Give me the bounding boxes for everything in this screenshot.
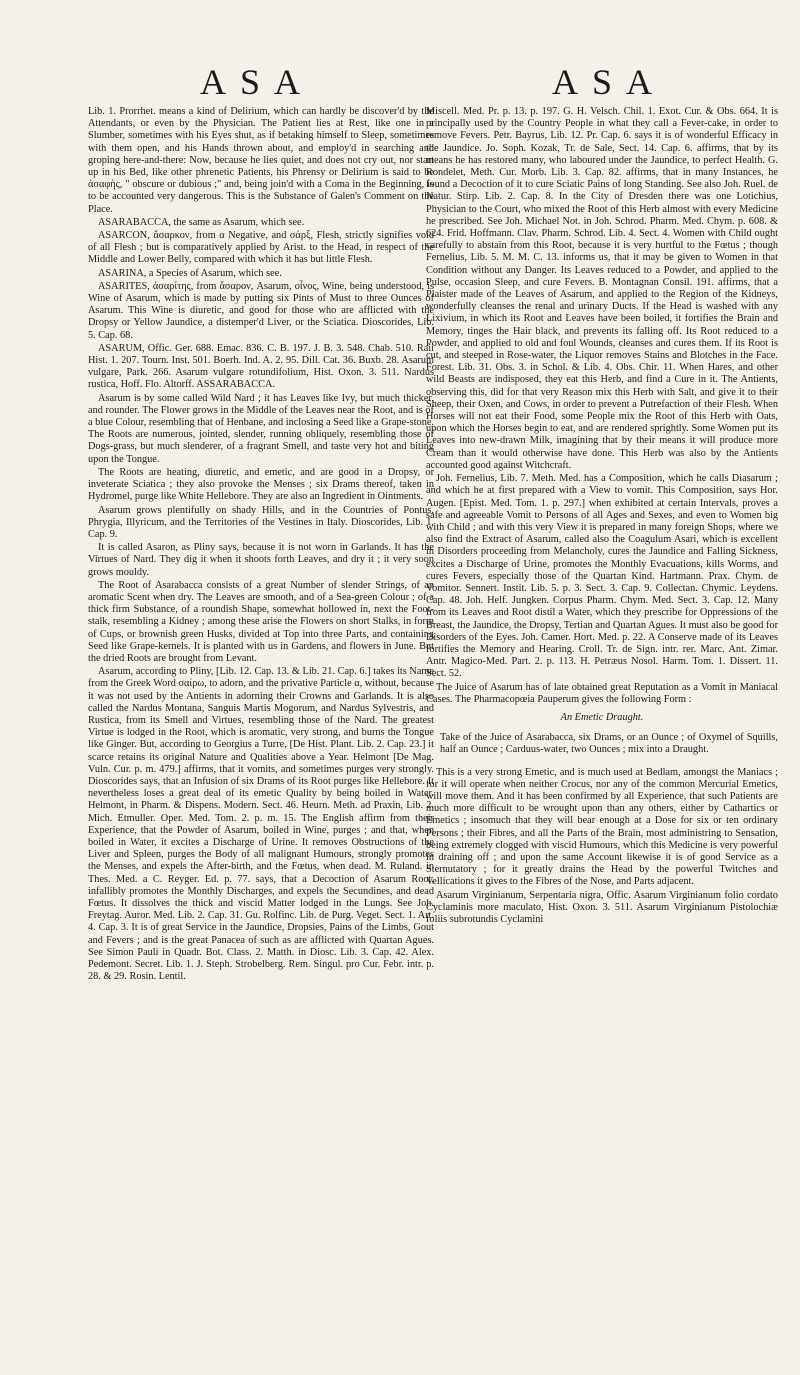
paragraph: Miscell. Med. Pr. p. 13. p. 197. G. H. Velsch. Chil. 1. Exot. Cur. & Obs. 664. It is principally used by the Country People in what they call a Fever-cake, in order to remove Fevers. Petr. Bayrus, Lib. 12. Pr. Cap. 6. says it is of wonderful Efficacy in the Jaundice. Jo. Soph. Kozak, Tr. de Sale, Sect. 14. Cap. 6. affirms, that by its means he has restored many, who laboured under the Jaundice, to perfect Health. G. Rondelet, Meth. Cur. Morb. Lib. 3. Cap. 82. affirms, that in many Instances, he found a Decoction of it to cure Sciatic Pains of long Standing. See also Joh. Ruel. de Natur. Stirp. Lib. 2. Cap. 8. In the City of Dresden there was one Lotichius, Physician to the Court, who mixed the Root of this Herb almost with every Medicine he prescribed. See Joh. Michael Not. in Joh. Schrod. Pharm. Med. Chym. p. 608. & 624. Frid. Hoffmann. Clav. Pharm. Schrod. Lib. 4. Sect. 4. Women with Child ought carefully to abstain from this Root, because it is very hurtful to the Fœtus ; though Fernelius, Lib. 5. M. M. C. 13. informs us, that it may be given to Women in that Condition without any Danger. Its Leaves reduced to a Powder, and applied to the Pulse, occasion Sleep, and cure Fevers. B. Montagnan Consil. 191. affirms, that a Plaister made of the Leaves of Asarum, and applied to the Region of the Kidneys, wonderfully cleanses the renal and urinary Ducts. If the Head is washed with any Lixivium, in which its Root and Leaves have been boiled, it fortifies the Brain and Memory, tinges the Hair black, and prevents its falling off. Its Root reduced to a Powder, and applied to old and foul Wounds, cleanses and cures them. If its Root is cut, and steeped in Rose-water, the Liquor removes Stains and Blotches in the Face. Forest. Lib. 31. Obs. 3. in Schol. & Lib. 4. Obs. Chir. 11. When Hares, and other wild Beasts are indisposed, they eat this Herb, and find a Cure in it. The Antients, observing this, did for that very Reason mix this Herb with Salt, and give it to their Sheep, their Oxen, and Cows, in order to prevent a Putrefaction of their Flesh. When Horses will not eat their Food, some People mix the Root of this Herb with Oats, upon which the Horses begin to eat, and are rendered sprightly. Some Women put its Leaves into new-drawn Milk, imagining that by their means it will produce more Cream than it would otherwise have done. This Herb was also by the Antients accounted good against Witchcraft.	[426, 106, 778, 471]
paragraph: Asarum Virginianum, Serpentaria nigra, Offic. Asarum Virginianum folio cordato Cyclaminis more maculato, Hist. Oxon. 3. 511. Asarum Virginianum Pistolochiæ foliis subrotundis Cyclamini	[426, 889, 778, 925]
left-column	[88, 106, 434, 984]
paragraph: The Root of Asarabacca consists of a great Number of slender Strings, of an aromatic Scent when dry. The Leaves are smooth, and of a Sea-green Colour ; of a thick firm Substance, of a roundish Shape, somewhat hollowed in, next the Foot-stalk, resembling a Kidney ; among these arise the Flowers on short Stalks, in form of Cups, or brownish green Husks, divided at Top into three Parts, and containing Seed like Grape-kernels. It is planted with us in Gardens, and flowers in June. But the dried Roots are brought from Levant.	[88, 579, 434, 664]
paragraph: Lib. 1. Prorrhet. means a kind of Delirium, which can hardly be discover'd by the Attendants, or even by the Physician. The Patient lies at Rest, like one in a Slumber, sometimes with his Eyes shut, as if betaking himself to Sleep, sometimes with them open, and his Hands thrown about, and employ'd in searching and groping here-and-there: Now, because he lies quiet, and does not cry out, nor start up in his Bed, like other phrenetic Patients, his Phrensy or Delirium is said to be ἀσαφὴς, " obscure or dubious ;" and, being join'd with a Coma in the Beginning, is to be accounted very dangerous. This is the Substance of Galen's Comment on the Place.	[88, 106, 434, 215]
right-column	[426, 106, 778, 927]
entry-asarina: ASARINA, a Species of Asarum, which see.	[98, 267, 282, 279]
paragraph: Asarum grows plentifully on shady Hills, and in the Countries of Pontus, Phrygia, Illyricum, and the Territories of the Vestines in Italy. Dioscorides, Lib. 1. Cap. 9.	[88, 504, 434, 540]
paragraph: Asarum, according to Pliny, [Lib. 12. Cap. 13. & Lib. 21. Cap. 6.] takes its Name from the Greek Word σαίρω, to adorn, and the privative Particle α, without, because it was not used by the Antients in adorning their Crowns and Garlands. It is also called the Nardus Montana, Sanguis Martis Mogorum, and Nardus Sylvestris, and Rustica, from its Smell and Virtues, resembling those of the Nard. The greatest Virtue is lodged in the Root, which is aromatic, very strong, and burns the Tongue like Ginger. But, according to Georgius a Turre, [De Hist. Plant. Lib. 2. Cap. 23.] it scarce retains its original Nature and Qualities above a Year. Helmont [De Mag. Vuln. Cur. p. m. 479.] affirms, that it vomits, and sometimes purges very strongly. Dioscorides says, that an Infusion of six Drams of its Root purges like Hellebore. It nevertheless loses a great deal of its emetic Quality by being boiled in Water. Helmont, in Pharm. & Dispens. Modern. Sect. 46. Heurn. Meth. ad Praxin, Lib. 2. Mich. Etmuller. Oper. Med. Tom. 2. p. m. 15. The English affirm from their Experience, that the Powder of Asarum, boiled in Wine, purges ; and that, when boiled in Water, it excites a Discharge of Urine. It removes Obstructions of the Liver and Spleen, purges the Body of all malignant Humours, strongly promotes the Menses, and expels the After-birth, and the Fœtus, when dead. M. Ruland. in Thes. Med. a C. Reyger. Ed. p. 77. says, that a Decoction of Asarum Root, infallibly promotes the Monthly Discharges, and expels the Secundines, and dead Fœtus. It dissolves the thick and viscid Matter lodged in the Lungs. See Joh. Freytag. Auror. Med. Lib. 2. Cap. 31. Gu. Rolfinc. Lib. de Purg. Veget. Sect. 1. Art. 4. Cap. 3. It is of great Service in the Jaundice, Dropsies, Pains of the Limbs, Gout and Fevers ; and is the great Panacea of such as are afflicted with Quartan Agues. See Simon Pauli in Quadr. Bot. Class. 2. Matth. in Diosc. Lib. 3. Cap. 42. Alex. Pedemont. Secret. Lib. 1. J. Steph. Strobelberg. Rem. Singul. pro Cur. Febr. intr. p. 28. & 29. Rosin. Lentil.	[88, 666, 434, 983]
entry-asarabacca: ASARABACCA, the same as Asarum, which see.	[98, 216, 305, 228]
recipe-title: An Emetic Draught.	[560, 711, 644, 723]
paragraph: It is called Asaron, as Pliny says, because it is not worn in Garlands. It has the Virtues of Nard. They dig it when it shoots forth Leaves, and dry it ; it very soon grows mouldy.	[88, 542, 434, 578]
paragraph: The Roots are heating, diuretic, and emetic, and are good in a Dropsy, or inveterate Sciatica ; they also provoke the Menses ; six Drams thereof, taken in Hydromel, purge like White Hellebore. They are also an Ingredient in Ointments.	[88, 466, 434, 503]
recipe-text: Take of the Juice of Asarabacca, six Drams, or an Ounce ; of Oxymel of Squills, half an Ounce ; Carduus-water, two Ounces ; mix into a Draught.	[440, 732, 778, 756]
paragraph: Joh. Fernelius, Lib. 7. Meth. Med. has a Composition, which he calls Diasarum ; and which he at first prepared with a View to vomit. This Composition, says Hor. Augen. [Epist. Med. Tom. 1. p. 297.] when exhibited at certain Intervals, proves a safe and agreeable Vomit to Persons of all Ages and Sexes, and even to Women big with Child ; and with this very View it is prepared in many foreign Shops, where we also find the Extract of Asarum, called also the Coagulum Asari, which is excellent in Disorders proceeding from Melancholy, cures the Jaundice and Falling Sickness, excites a Discharge of Urine, promotes the Monthly Evacuations, kills Worms, and cures Fevers, especially those of the Quartan Kind. Hartmann. Prax. Chym. de Vomitor. Sennert. Instit. Lib. 5. p. 3. Sect. 3. Cap. 9. Collectan. Chymic. Leydens. Cap. 48. Joh. Helf. Jungken. Corpus Pharm. Chym. Med. Sect. 3. Cap. 12. Many from its Leaves and Root distil a Water, which they prescribe for Oppressions of the Breast, the Jaundice, the Dropsy, Tertian and Quartan Agues. It must also be good for Disorders of the Eyes. Joh. Camer. Hort. Med. p. 22. A Conserve made of its Leaves fortifies the Memory and Hearing. Croll. Tr. de Sign. intr. rer. Marc. Ant. Zimar. Antr. Magico-Med. Part. 2. p. 113. H. Petræus Nosol. Harm. Tom. 1. Dissert. 11. Sect. 52.	[426, 473, 778, 680]
running-head-right: ASA	[552, 62, 667, 102]
paragraph: The Juice of Asarum has of late obtained great Reputation as a Vomit in Maniacal Cases. The Pharmacopœia Pauperum gives the following Form :	[426, 681, 778, 705]
entry-asarcon: ASARCON, ἄσαρκον, from α Negative, and σάρξ, Flesh, strictly signifies void of all Flesh ; but is comparatively applied by Arist. to the Head, in respect of the Middle and Lower Belly, compared with which it has but little Flesh.	[88, 230, 434, 266]
paragraph: This is a very strong Emetic, and is much used at Bedlam, amongst the Maniacs ; for it will operate when neither Crocus, nor any of the common Mercurial Emetics, will move them. And it has been confirmed by all Experience, that such Patients are much more difficult to be wrought upon than any others, either by Cathartics or Emetics ; insomuch that they will bear enough at a Dose for six or ten ordinary Persons ; their Fibres, and all the Parts of the Brain, most administring to Sensation, being extremely clogged with viscid Humours, which this Medicine is very powerful in draining off ; and upon the same Account likewise it is of good Service as a Sternutatory ; for it greatly drains the Head by the powerful Twitches and Vellications it gives to the Fibres of the Nose, and Parts adjacent.	[426, 766, 778, 888]
entry-asarites: ASARITES, ἀσαρίτης, from ἄσαρον, Asarum, οἶνος, Wine, being understood, is Wine of Asarum, which is made by putting six Pints of Must to three Ounces of Asarum. This Wine is diuretic, and good for those who are afflicted with the Dropsy or Yellow Jaundice, a distemper'd Liver, or the Sciatica. Dioscorides, Lib. 5. Cap. 68.	[88, 280, 434, 341]
paragraph: Asarum is by some called Wild Nard ; it has Leaves like Ivy, but much thicker, and rounder. The Flower grows in the Middle of the Leaves near the Root, and is of a blue Colour, resembling that of Henbane, and inclosing a Seed like a Grape-stone. The Roots are numerous, jointed, slender, running obliquely, resembling those of Dogs-grass, but much slenderer, of a fragrant Smell, and taste very hot and biting upon the Tongue.	[88, 392, 434, 465]
running-head-left: ASA	[200, 62, 315, 102]
entry-asarum: ASARUM, Offic. Ger. 688. Emac. 836. C. B. 197. J. B. 3. 548. Chab. 510. Raii Hist. 1. 207. Tourn. Inst. 501. Boerh. Ind. A. 2. 95. Dill. Cat. 36. Buxb. 28. Asarum vulgare, Park. 266. Asarum vulgare rotundifolium, Hist. Oxon. 3. 511. Nardus rustica, Hoff. Flo. Altorff. ASSARABACCA.	[88, 342, 434, 391]
